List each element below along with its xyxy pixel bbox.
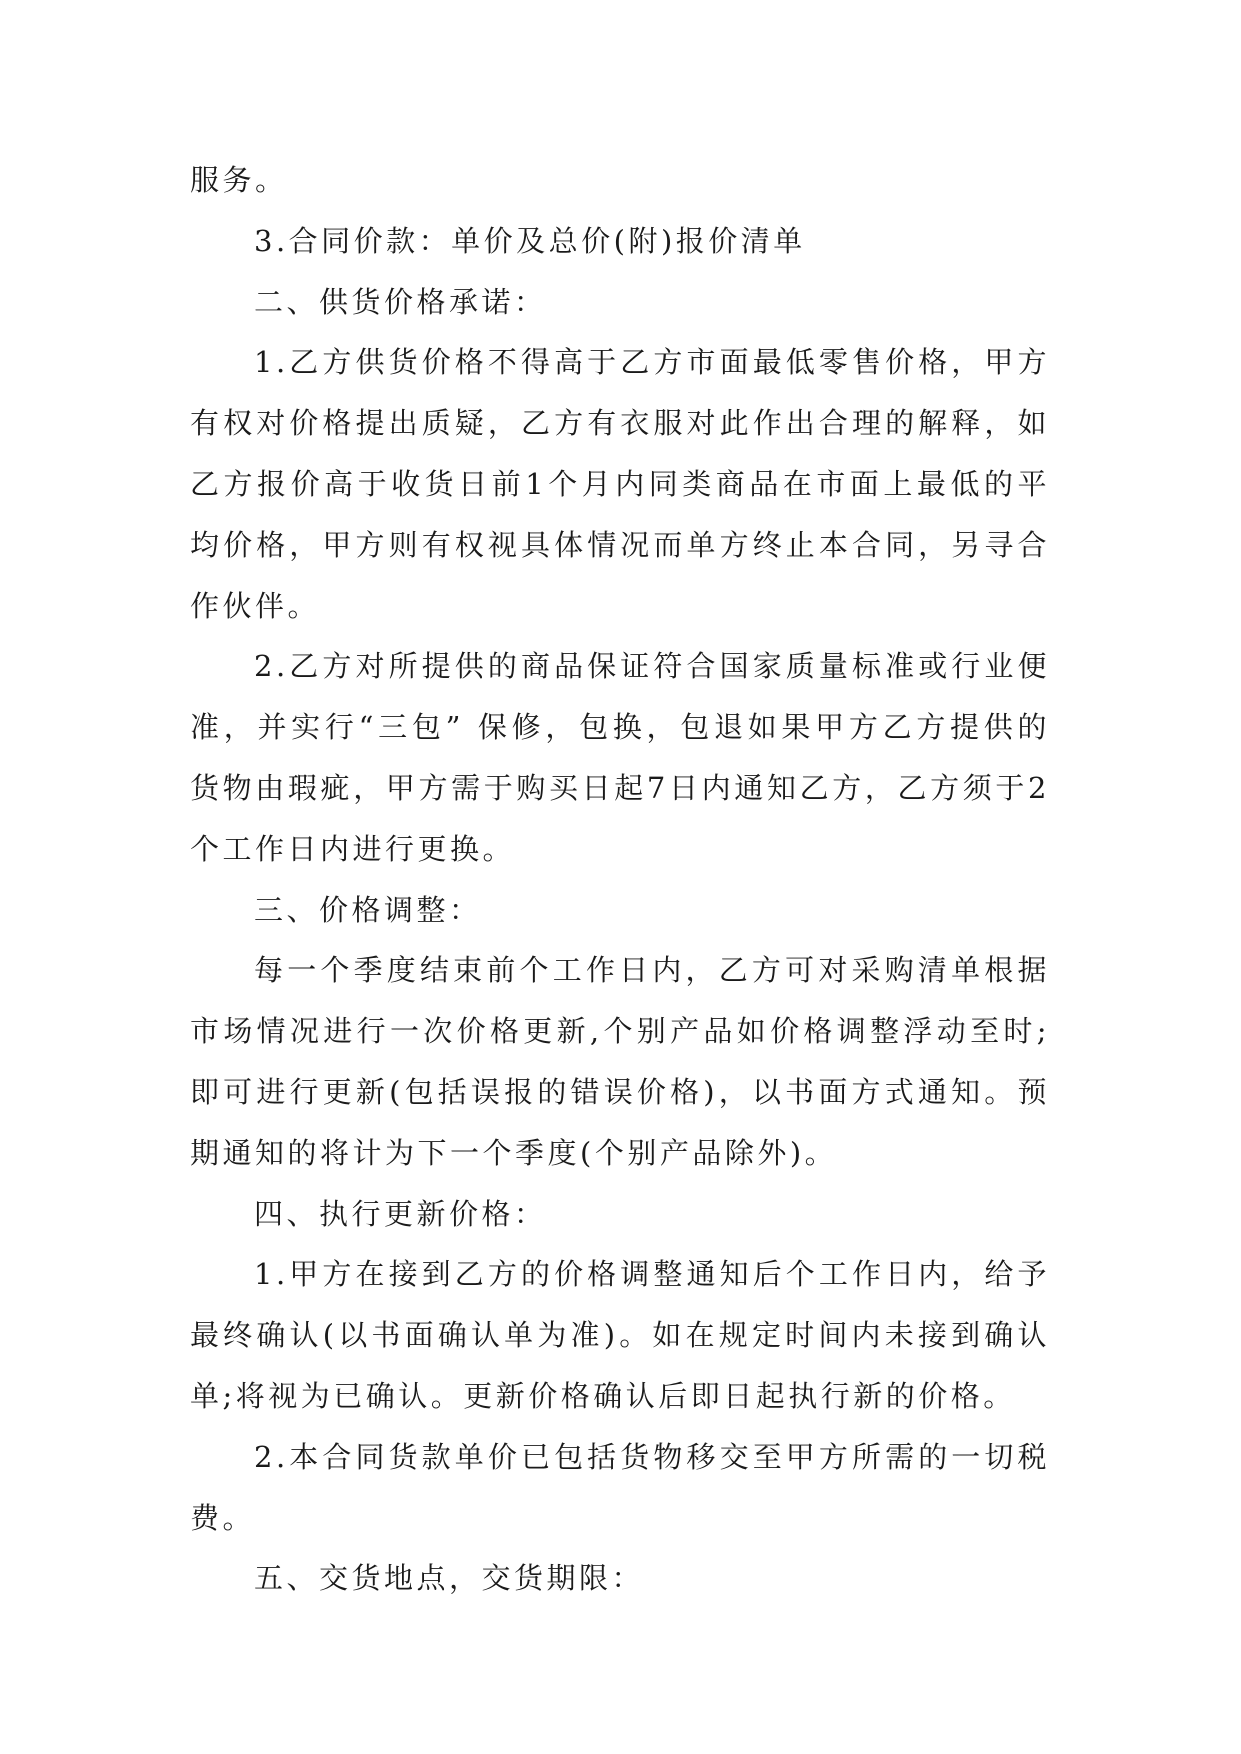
section-heading: 五、交货地点，交货期限： (254, 1561, 645, 1596)
paragraph: 2.乙方对所提供的商品保证符合国家质量标准或行业便准，并实行“三包” 保修，包换，包退如果甲方乙方提供的货物由瑕疵，甲方需于购买日起7日内通知乙方，乙方须于2个工作日内进行更换。 (190, 649, 1050, 866)
paragraph: 2.本合同货款单价已包括货物移交至甲方所需的一切税费。 (190, 1439, 1050, 1535)
paragraph: 服务。 (190, 163, 288, 197)
paragraph: 1.乙方供货价格不得高于乙方市面最低零售价格，甲方有权对价格提出质疑，乙方有衣服对此作出合理的解释，如乙方报价高于收货日前1个月内同类商品在市面上最低的平均价格，甲方则有权视具体情况而单方终止本合同，另寻合作伙伴。 (190, 345, 1050, 623)
document-body (190, 150, 1050, 1609)
section-heading: 三、价格调整： (254, 892, 482, 927)
paragraph: 每一个季度结束前个工作日内，乙方可对采购清单根据市场情况进行一次价格更新,个别产品如价格调整浮动至时;即可进行更新(包括误报的错误价格)，以书面方式通知。预期通知的将计为下一个季度(个别产品除外)。 (190, 953, 1050, 1170)
section-heading: 二、供货价格承诺： (254, 284, 547, 319)
paragraph: 1.甲方在接到乙方的价格调整通知后个工作日内，给予最终确认(以书面确认单为准)。如在规定时间内未接到确认单;将视为已确认。更新价格确认后即日起执行新的价格。 (190, 1257, 1050, 1413)
section-heading: 四、执行更新价格： (254, 1196, 547, 1231)
paragraph: 3.合同价款：单价及总价(附)报价清单 (254, 223, 806, 258)
